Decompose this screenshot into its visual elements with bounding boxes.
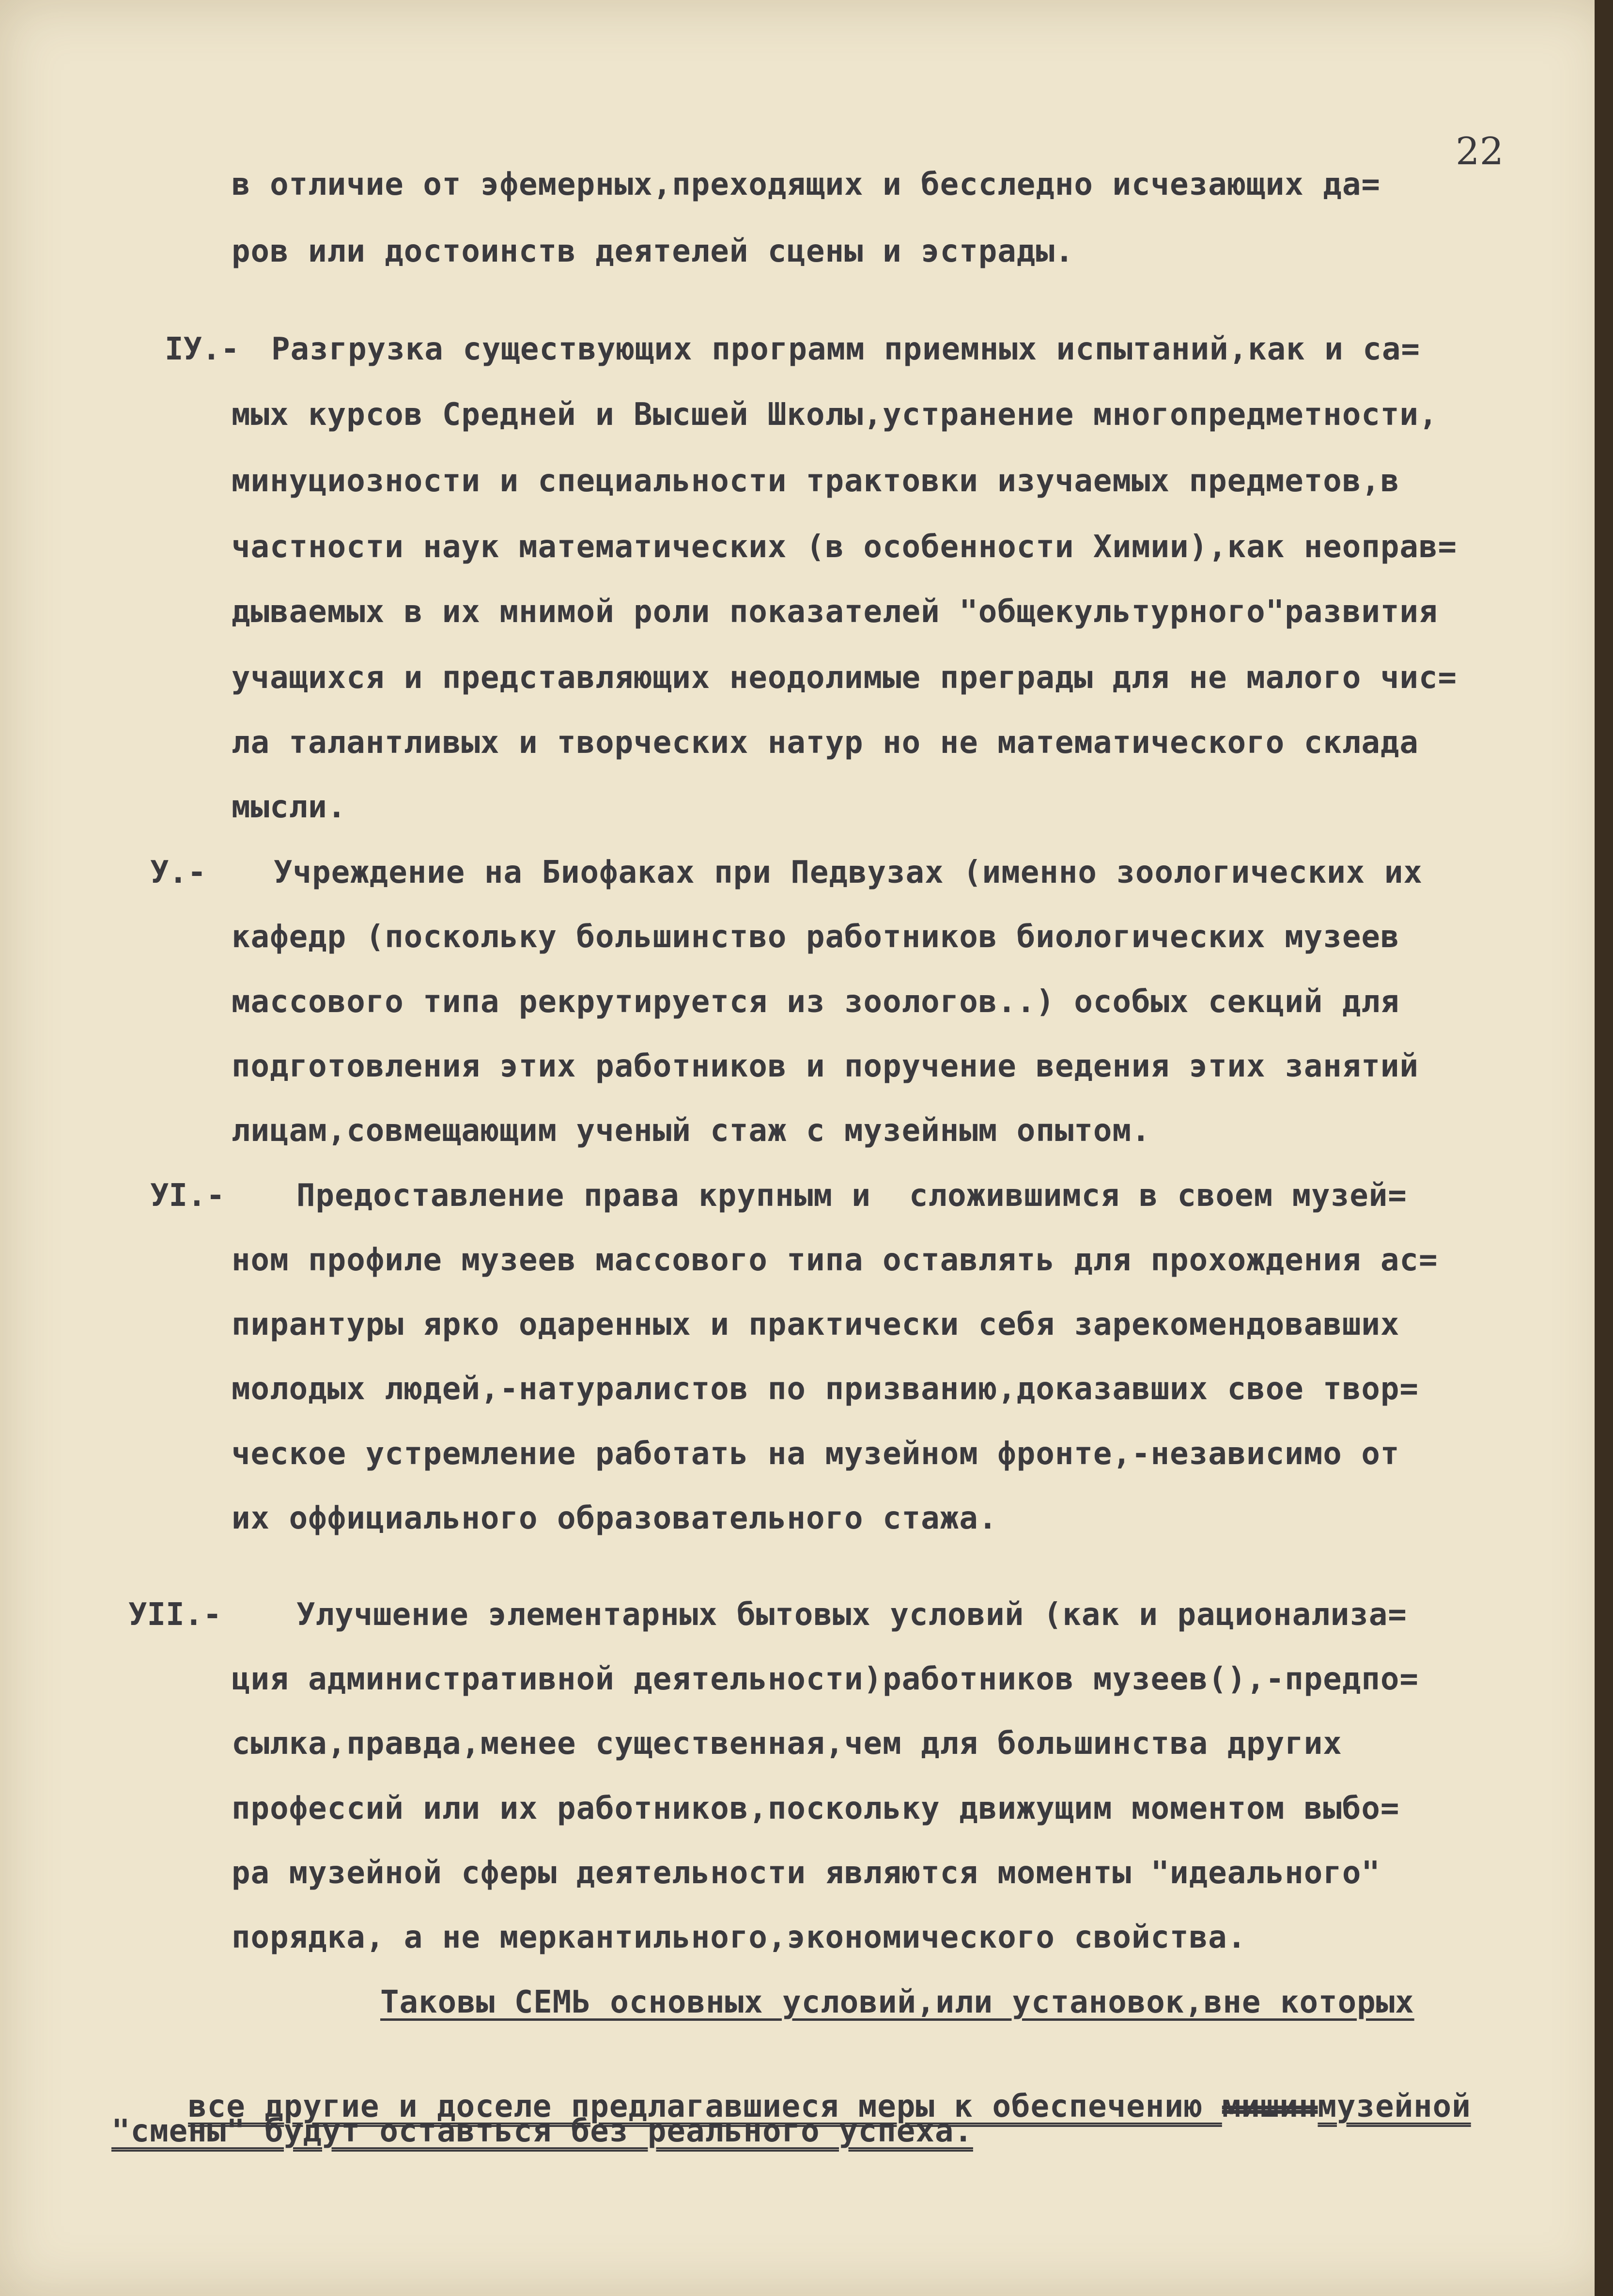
text-line-19: молодых людей,-натуралистов по призванию,доказавших свое твор= xyxy=(232,1371,1419,1407)
text-line-10: мысли. xyxy=(232,789,347,825)
text-line-1: в отличие от эфемерных,преходящих и бесследно исчезающих да= xyxy=(232,167,1380,203)
text-line-9: ла талантливых и творческих натур но не математического склада xyxy=(232,725,1419,761)
text-line-26: ра музейной сферы деятельности являются моменты "идеального" xyxy=(232,1855,1380,1891)
page-number: 22 xyxy=(1456,130,1504,173)
text-line-21: их оффициального образовательного стажа. xyxy=(232,1500,998,1536)
text-line-20: ческое устремление работать на музейном фронте,-независимо от xyxy=(232,1436,1400,1472)
text-line-6: частности наук математических (в особенности Химии),как неоправ= xyxy=(232,529,1457,565)
struck-word: мишин xyxy=(1222,2089,1318,2124)
text-line-13: массового типа рекрутируется из зоологов..) особых секций для xyxy=(232,984,1400,1020)
text-line-16: Предоставление права крупным и сложившимся в своем музей= xyxy=(296,1178,1407,1214)
text-line-8: учащихся и представляющих неодолимые преграды для не малого чис= xyxy=(232,660,1457,696)
conclusion-line-1: Таковы СЕМЬ основных условий,или установок,вне которых xyxy=(380,1984,1414,2020)
page-edge-shadow xyxy=(1595,0,1613,2296)
section-number-5: У.- xyxy=(150,855,206,890)
text-line-27: порядка, а не меркантильного,экономического свойства. xyxy=(232,1920,1247,1955)
text-line-23: ция административной деятельности)работников музеев(),-предпо= xyxy=(232,1661,1419,1697)
text-line-11: Учреждение на Биофаках при Педвузах (именно зоологических их xyxy=(274,855,1423,890)
text-line-4: мых курсов Средней и Высшей Школы,устранение многопредметности, xyxy=(232,397,1438,433)
conclusion-line-3: "смены" будут оставться без реального успеха. xyxy=(111,2113,973,2149)
section-number-7: УII.- xyxy=(128,1597,222,1633)
text-line-14: подготовления этих работников и поручение ведения этих занятий xyxy=(232,1048,1419,1084)
section-number-4: IУ.- xyxy=(165,331,240,367)
text-line-17: ном профиле музеев массового типа оставлять для прохождения ас= xyxy=(232,1242,1438,1278)
section-number-6: УI.- xyxy=(150,1178,225,1214)
text-line-15: лицам,совмещающим ученый стаж с музейным опытом. xyxy=(232,1113,1151,1149)
text-line-24: сылка,правда,менее существенная,чем для большинства других xyxy=(232,1726,1342,1762)
text-line-12: кафедр (поскольку большинство работников биологических музеев xyxy=(232,919,1400,955)
conclusion-line-2-end: музейной xyxy=(1318,2089,1471,2124)
conclusion-line-2-text: все другие и доселе предлагавшиеся меры к обеспечению xyxy=(188,2089,1222,2124)
text-line-22: Улучшение элементарных бытовых условий (как и рационализа= xyxy=(296,1597,1407,1633)
text-line-7: дываемых в их мнимой роли показателей "общекультурного"развития xyxy=(232,594,1438,630)
text-line-18: пирантуры ярко одаренных и практически себя зарекомендовавших xyxy=(232,1307,1400,1343)
text-line-2: ров или достоинств деятелей сцены и эстрады. xyxy=(232,234,1074,269)
text-line-25: профессий или их работников,поскольку движущим моментом выбо= xyxy=(232,1791,1400,1827)
text-line-3: Разгрузка существующих программ приемных испытаний,как и са= xyxy=(271,331,1420,367)
text-line-5: минуциозности и специальности трактовки изучаемых предметов,в xyxy=(232,463,1400,499)
